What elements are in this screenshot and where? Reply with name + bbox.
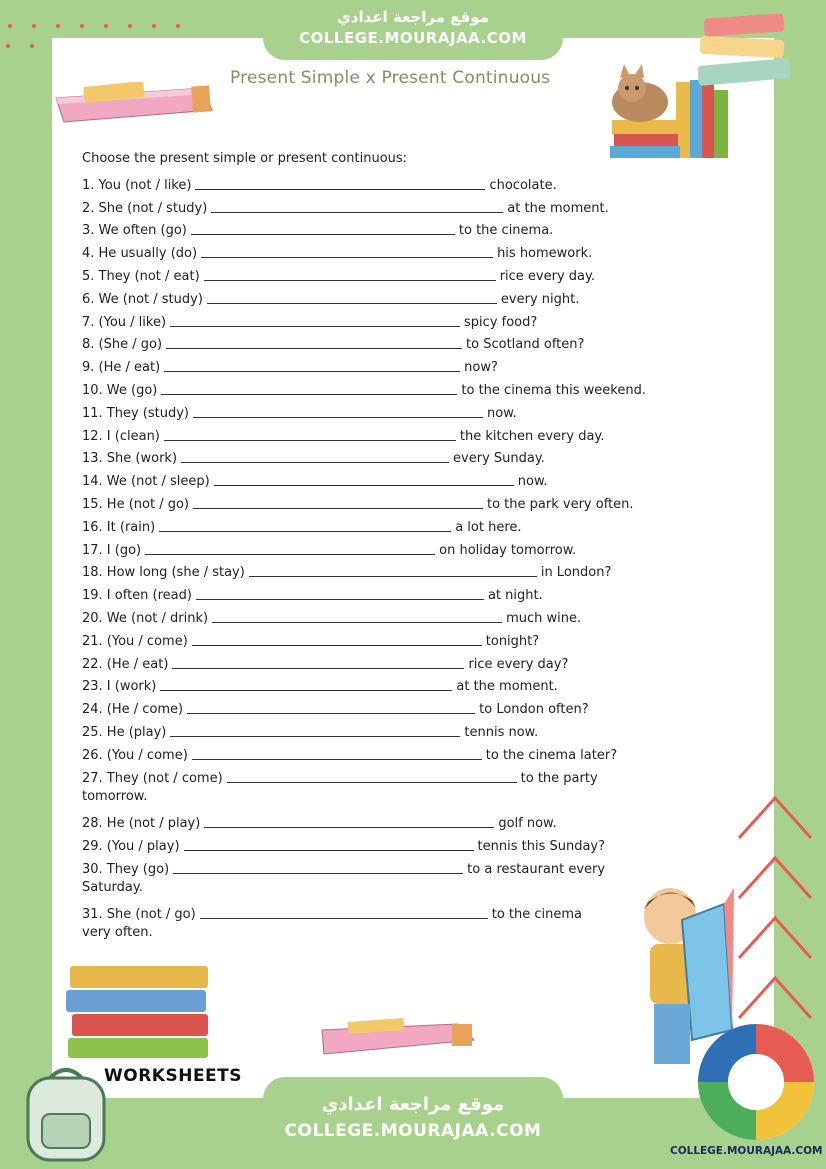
exercise-prompt: 11. They (study): [82, 405, 190, 421]
footer-site-url[interactable]: COLLEGE.MOURAJAA.COM: [284, 1121, 542, 1141]
exercise-item: [82, 763, 682, 786]
exercise-prompt: 24. (He / come): [82, 702, 184, 718]
exercise-item: [82, 603, 682, 626]
exercise-item: [82, 512, 682, 535]
exercise-prompt: 5. They (not / eat): [82, 268, 200, 284]
exercise-item: [82, 717, 682, 740]
exercise-item: [82, 694, 682, 717]
exercise-prompt: 8. (She / go): [82, 337, 163, 353]
exercise-continuation: Saturday.: [82, 879, 143, 895]
exercise-item: [82, 261, 682, 284]
exercise-item: [82, 352, 682, 375]
exercise-ending: his homework.: [497, 246, 593, 262]
exercise-prompt: 25. He (play): [82, 724, 167, 740]
answer-blank[interactable]: [161, 382, 457, 395]
exercise-prompt: 14. We (not / sleep): [82, 474, 210, 490]
exercise-item: [82, 444, 682, 467]
answer-blank[interactable]: [211, 200, 503, 213]
exercise-ending: tennis this Sunday?: [477, 838, 606, 854]
exercise-prompt: 29. (You / play): [82, 838, 180, 854]
exercise-prompt: 7. (You / like): [82, 314, 167, 330]
header-banner: [263, 0, 563, 60]
answer-blank[interactable]: [214, 473, 514, 486]
books-logo-illustration: [694, 14, 804, 94]
exercise-prompt: 22. (He / eat): [82, 656, 169, 672]
exercise-item: [82, 170, 682, 193]
exercise-item: [82, 421, 682, 444]
exercise-item: [82, 307, 682, 330]
exercise-prompt: 27. They (not / come): [82, 770, 223, 786]
footer-site-arabic: موقع مراجعة اعدادي: [321, 1094, 505, 1115]
exercise-list: [82, 148, 682, 945]
answer-blank[interactable]: [200, 906, 488, 919]
exercise-item: [82, 649, 682, 672]
exercise-ending: chocolate.: [489, 177, 557, 193]
exercise-prompt: 26. (You / come): [82, 747, 188, 763]
exercise-item: [82, 808, 682, 831]
exercise-prompt: 1. You (not / like): [82, 177, 192, 193]
answer-blank[interactable]: [249, 564, 537, 577]
footer-banner: [263, 1077, 563, 1157]
exercise-ending: to the cinema this weekend.: [461, 382, 646, 398]
exercise-prompt: 16. It (rain): [82, 519, 156, 535]
answer-blank[interactable]: [164, 428, 456, 441]
exercise-prompt: 23. I (work): [82, 679, 157, 695]
logo-url[interactable]: COLLEGE.MOURAJAA.COM: [670, 1145, 823, 1157]
answer-blank[interactable]: [201, 245, 493, 258]
exercise-item: [82, 330, 682, 353]
exercise-prompt: 6. We (not / study): [82, 291, 203, 307]
answer-blank[interactable]: [196, 587, 484, 600]
exercise-item: [82, 854, 682, 877]
exercise-item: [82, 535, 682, 558]
exercise-item: [82, 672, 682, 695]
exercise-ending: tonight?: [485, 633, 540, 649]
exercise-ending: rice every day.: [499, 268, 595, 284]
answer-blank[interactable]: [193, 405, 483, 418]
exercise-items: [82, 170, 682, 945]
answer-blank[interactable]: [192, 633, 482, 646]
books-stack-illustration: [64, 960, 212, 1060]
exercise-prompt: 17. I (go): [82, 542, 142, 558]
answer-blank[interactable]: [164, 359, 460, 372]
answer-blank[interactable]: [170, 724, 460, 737]
exercise-ending: at the moment.: [507, 200, 609, 216]
answer-blank[interactable]: [173, 861, 463, 874]
exercise-item: [82, 740, 682, 763]
pencil-illustration: [54, 82, 214, 126]
college-logo: [696, 1022, 816, 1142]
exercise-prompt: 19. I often (read): [82, 588, 192, 604]
exercise-item: [82, 626, 682, 649]
exercise-prompt: 10. We (go): [82, 382, 158, 398]
answer-blank[interactable]: [193, 496, 483, 509]
exercise-ending: now.: [517, 474, 548, 490]
exercise-ending: in London?: [540, 565, 612, 581]
exercise-continuation: tomorrow.: [82, 788, 148, 804]
exercise-ending: at night.: [487, 588, 543, 604]
exercise-ending: at the moment.: [456, 679, 558, 695]
answer-blank[interactable]: [204, 815, 494, 828]
answer-blank[interactable]: [187, 701, 475, 714]
exercise-ending: to a restaurant every: [467, 861, 606, 877]
exercise-ending: to London often?: [479, 702, 589, 718]
exercise-ending: to the cinema: [491, 907, 582, 923]
exercise-ending: to the party: [520, 770, 598, 786]
exercise-ending: golf now.: [498, 816, 557, 832]
exercise-ending: on holiday tomorrow.: [439, 542, 577, 558]
backpack-illustration: [16, 1062, 116, 1162]
pencil-bottom-illustration: [318, 1018, 478, 1058]
answer-blank[interactable]: [181, 450, 449, 463]
exercise-prompt: 9. (He / eat): [82, 360, 161, 376]
exercise-ending: much wine.: [506, 610, 582, 626]
answer-blank[interactable]: [204, 268, 496, 281]
exercise-ending: to the cinema later?: [485, 747, 618, 763]
exercise-prompt: 2. She (not / study): [82, 200, 208, 216]
exercise-ending: now.: [487, 405, 517, 421]
exercise-ending: the kitchen every day.: [459, 428, 605, 444]
answer-blank[interactable]: [227, 770, 517, 783]
exercise-prompt: 28. He (not / play): [82, 816, 201, 832]
instruction-text: Choose the present simple or present continuous:: [82, 151, 408, 166]
exercise-prompt: 3. We often (go): [82, 223, 187, 239]
chevron-decoration: [735, 790, 815, 1040]
answer-blank[interactable]: [159, 519, 451, 532]
exercise-item: [82, 558, 682, 581]
exercise-continuation: very often.: [82, 925, 153, 941]
exercise-ending: to Scotland often?: [466, 337, 585, 353]
answer-blank[interactable]: [212, 610, 502, 623]
answer-blank[interactable]: [192, 747, 482, 760]
exercise-item: [82, 193, 682, 216]
exercise-ending: every Sunday.: [453, 451, 545, 467]
exercise-item: [82, 466, 682, 489]
answer-blank[interactable]: [207, 291, 497, 304]
exercise-ending: spicy food?: [464, 314, 538, 330]
brand-label: WORKSHEETS: [104, 1066, 243, 1086]
worksheet-title: Present Simple x Present Continuous: [230, 68, 551, 88]
exercise-prompt: 30. They (go): [82, 861, 170, 877]
answer-blank[interactable]: [166, 336, 462, 349]
exercise-ending: now?: [464, 360, 498, 376]
exercise-prompt: 21. (You / come): [82, 633, 188, 649]
exercise-prompt: 13. She (work): [82, 451, 178, 467]
exercise-ending: to the cinema.: [458, 223, 554, 239]
exercise-ending: rice every day?: [468, 656, 569, 672]
exercise-prompt: 15. He (not / go): [82, 496, 189, 512]
answer-blank[interactable]: [195, 177, 485, 190]
exercise-item: [82, 284, 682, 307]
exercise-item: [82, 216, 682, 239]
answer-blank[interactable]: [145, 542, 435, 555]
answer-blank[interactable]: [172, 656, 464, 669]
exercise-ending: tennis now.: [464, 724, 539, 740]
exercise-item: [82, 238, 682, 261]
answer-blank[interactable]: [170, 314, 460, 327]
answer-blank[interactable]: [160, 678, 452, 691]
header-site-url[interactable]: COLLEGE.MOURAJAA.COM: [299, 29, 527, 47]
exercise-item: [82, 900, 682, 923]
answer-blank[interactable]: [191, 222, 455, 235]
exercise-prompt: 20. We (not / drink): [82, 610, 209, 626]
exercise-prompt: 31. She (not / go): [82, 907, 196, 923]
header-site-arabic: موقع مراجعة اعدادي: [337, 8, 489, 26]
exercise-ending: a lot here.: [455, 519, 522, 535]
exercise-prompt: 18. How long (she / stay): [82, 565, 245, 581]
exercise-ending: every night.: [500, 291, 580, 307]
exercise-item: [82, 398, 682, 421]
exercise-item: [82, 489, 682, 512]
exercise-item: [82, 580, 682, 603]
exercise-ending: to the park very often.: [487, 496, 634, 512]
exercise-prompt: 12. I (clean): [82, 428, 160, 444]
exercise-item: [82, 375, 682, 398]
answer-blank[interactable]: [184, 838, 474, 851]
exercise-item: [82, 831, 682, 854]
exercise-prompt: 4. He usually (do): [82, 246, 198, 262]
